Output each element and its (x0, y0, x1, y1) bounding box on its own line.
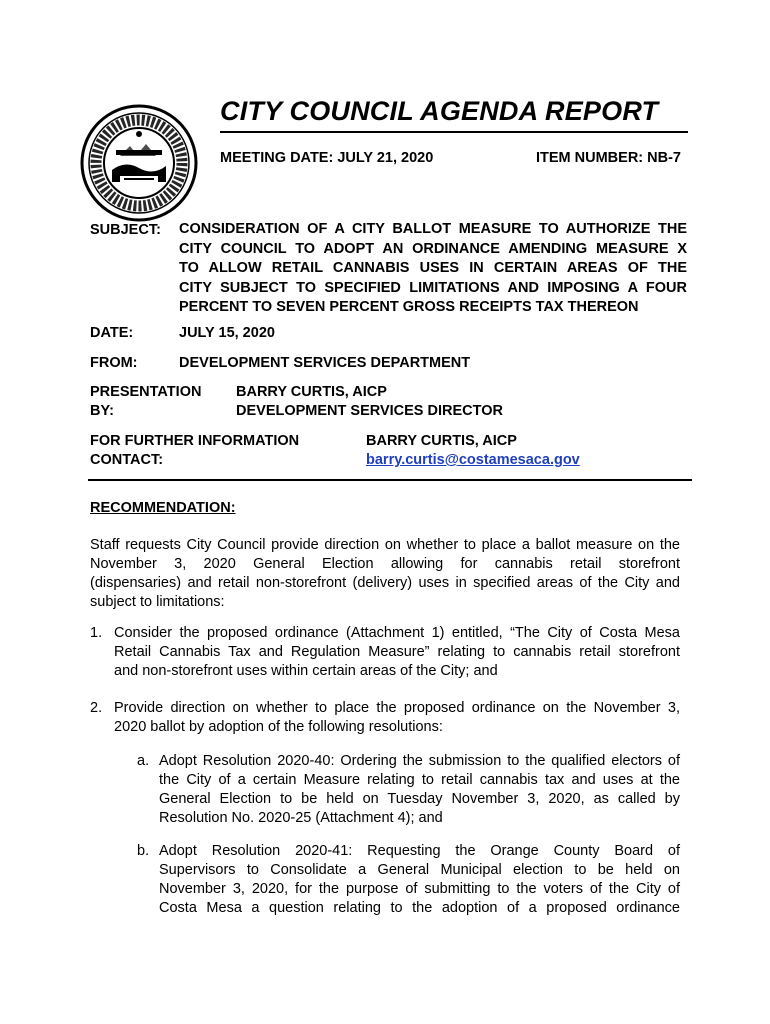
item-1-line: and non-storefront uses within certain areas of the City; and (114, 663, 498, 679)
subject-text (179, 220, 687, 318)
subitem-a-text (159, 752, 680, 828)
presentation-label-by: BY: (90, 403, 114, 419)
presenter-title: DEVELOPMENT SERVICES DIRECTOR (236, 403, 503, 419)
subject-line: CITY COUNCIL TO ADOPT AN ORDINANCE AMENDING MEASURE X (179, 240, 687, 257)
intro-line: Staff requests City Council provide direction on whether to place a ballot measure on the (90, 537, 680, 553)
date-value: JULY 15, 2020 (179, 325, 275, 341)
subject-label: SUBJECT: (90, 222, 161, 238)
subject-line: PERCENT TO SEVEN PERCENT GROSS RECEIPTS TAX THEREON (179, 299, 639, 315)
item-1-line: Retail Cannabis Tax and Regulation Measure” relating to cannabis retail storefront (114, 644, 680, 660)
date-label: DATE: (90, 325, 134, 341)
subitem-b-line: Costa Mesa a question relating to the adoption of a proposed ordinance (159, 900, 680, 916)
subitem-b-marker: b. (137, 843, 150, 859)
report-title: CITY COUNCIL AGENDA REPORT (220, 96, 659, 126)
city-seal (80, 104, 198, 222)
from-value: DEVELOPMENT SERVICES DEPARTMENT (179, 355, 471, 371)
subitem-a-line: General Election to be held on Tuesday November 3, 2020, as called by (159, 791, 680, 807)
item-2-line: 2020 ballot by adoption of the following resolutions: (114, 719, 443, 735)
title-underline (220, 131, 688, 133)
header-separator (88, 479, 692, 481)
contact-email-link[interactable]: barry.curtis@costamesaca.gov (366, 452, 580, 468)
item-1-line: Consider the proposed ordinance (Attachment 1) entitled, “The City of Costa Mesa (114, 625, 680, 641)
item-1-marker: 1. (90, 625, 103, 641)
intro-line: (dispensaries) and retail non-storefront (delivery) uses in specified areas of the City and (90, 575, 680, 591)
item-2-line: Provide direction on whether to place the proposed ordinance on the November 3, (114, 700, 680, 716)
subitem-a-line: Resolution No. 2020-25 (Attachment 4); and (159, 810, 443, 826)
subject-line: TO ALLOW RETAIL CANNABIS USES IN CERTAIN AREAS OF THE (179, 260, 687, 276)
presentation-label: PRESENTATION (90, 384, 202, 400)
intro-line: November 3, 2020 General Election allowing for cannabis retail storefront (90, 556, 680, 572)
contact-label-2: CONTACT: (90, 452, 164, 468)
item-2-marker: 2. (90, 700, 103, 716)
recommendation-intro (90, 536, 680, 612)
contact-name: BARRY CURTIS, AICP (366, 433, 517, 449)
from-label: FROM: (90, 355, 138, 371)
subitem-a-marker: a. (137, 753, 150, 769)
presenter-name: BARRY CURTIS, AICP (236, 384, 387, 400)
subitem-b-line: November 3, 2020, for the purpose of submitting to the voters of the City of (159, 881, 680, 897)
subitem-a-line: the City of a certain Measure relating to retail cannabis tax and uses at the (159, 772, 680, 788)
subject-line: CONSIDERATION OF A CITY BALLOT MEASURE TO AUTHORIZE THE (179, 221, 687, 237)
recommendation-heading: RECOMMENDATION: (90, 500, 236, 516)
meeting-date: MEETING DATE: JULY 21, 2020 (220, 150, 434, 166)
contact-label: FOR FURTHER INFORMATION (90, 433, 300, 449)
subitem-b-text (159, 842, 680, 918)
subitem-b-line: Adopt Resolution 2020-41: Requesting the Orange County Board of (159, 843, 680, 859)
item-2-text (114, 699, 680, 737)
intro-line: subject to limitations: (90, 594, 225, 610)
subitem-a-line: Adopt Resolution 2020-40: Ordering the submission to the qualified electors of (159, 753, 680, 769)
subject-line: CITY SUBJECT TO SPECIFIED LIMITATIONS AND IMPOSING A FOUR (179, 279, 687, 296)
item-1-text (114, 624, 680, 681)
subitem-b-line: Supervisors to Consolidate a General Municipal election to be held on (159, 862, 680, 878)
item-number: ITEM NUMBER: NB-7 (536, 150, 681, 166)
